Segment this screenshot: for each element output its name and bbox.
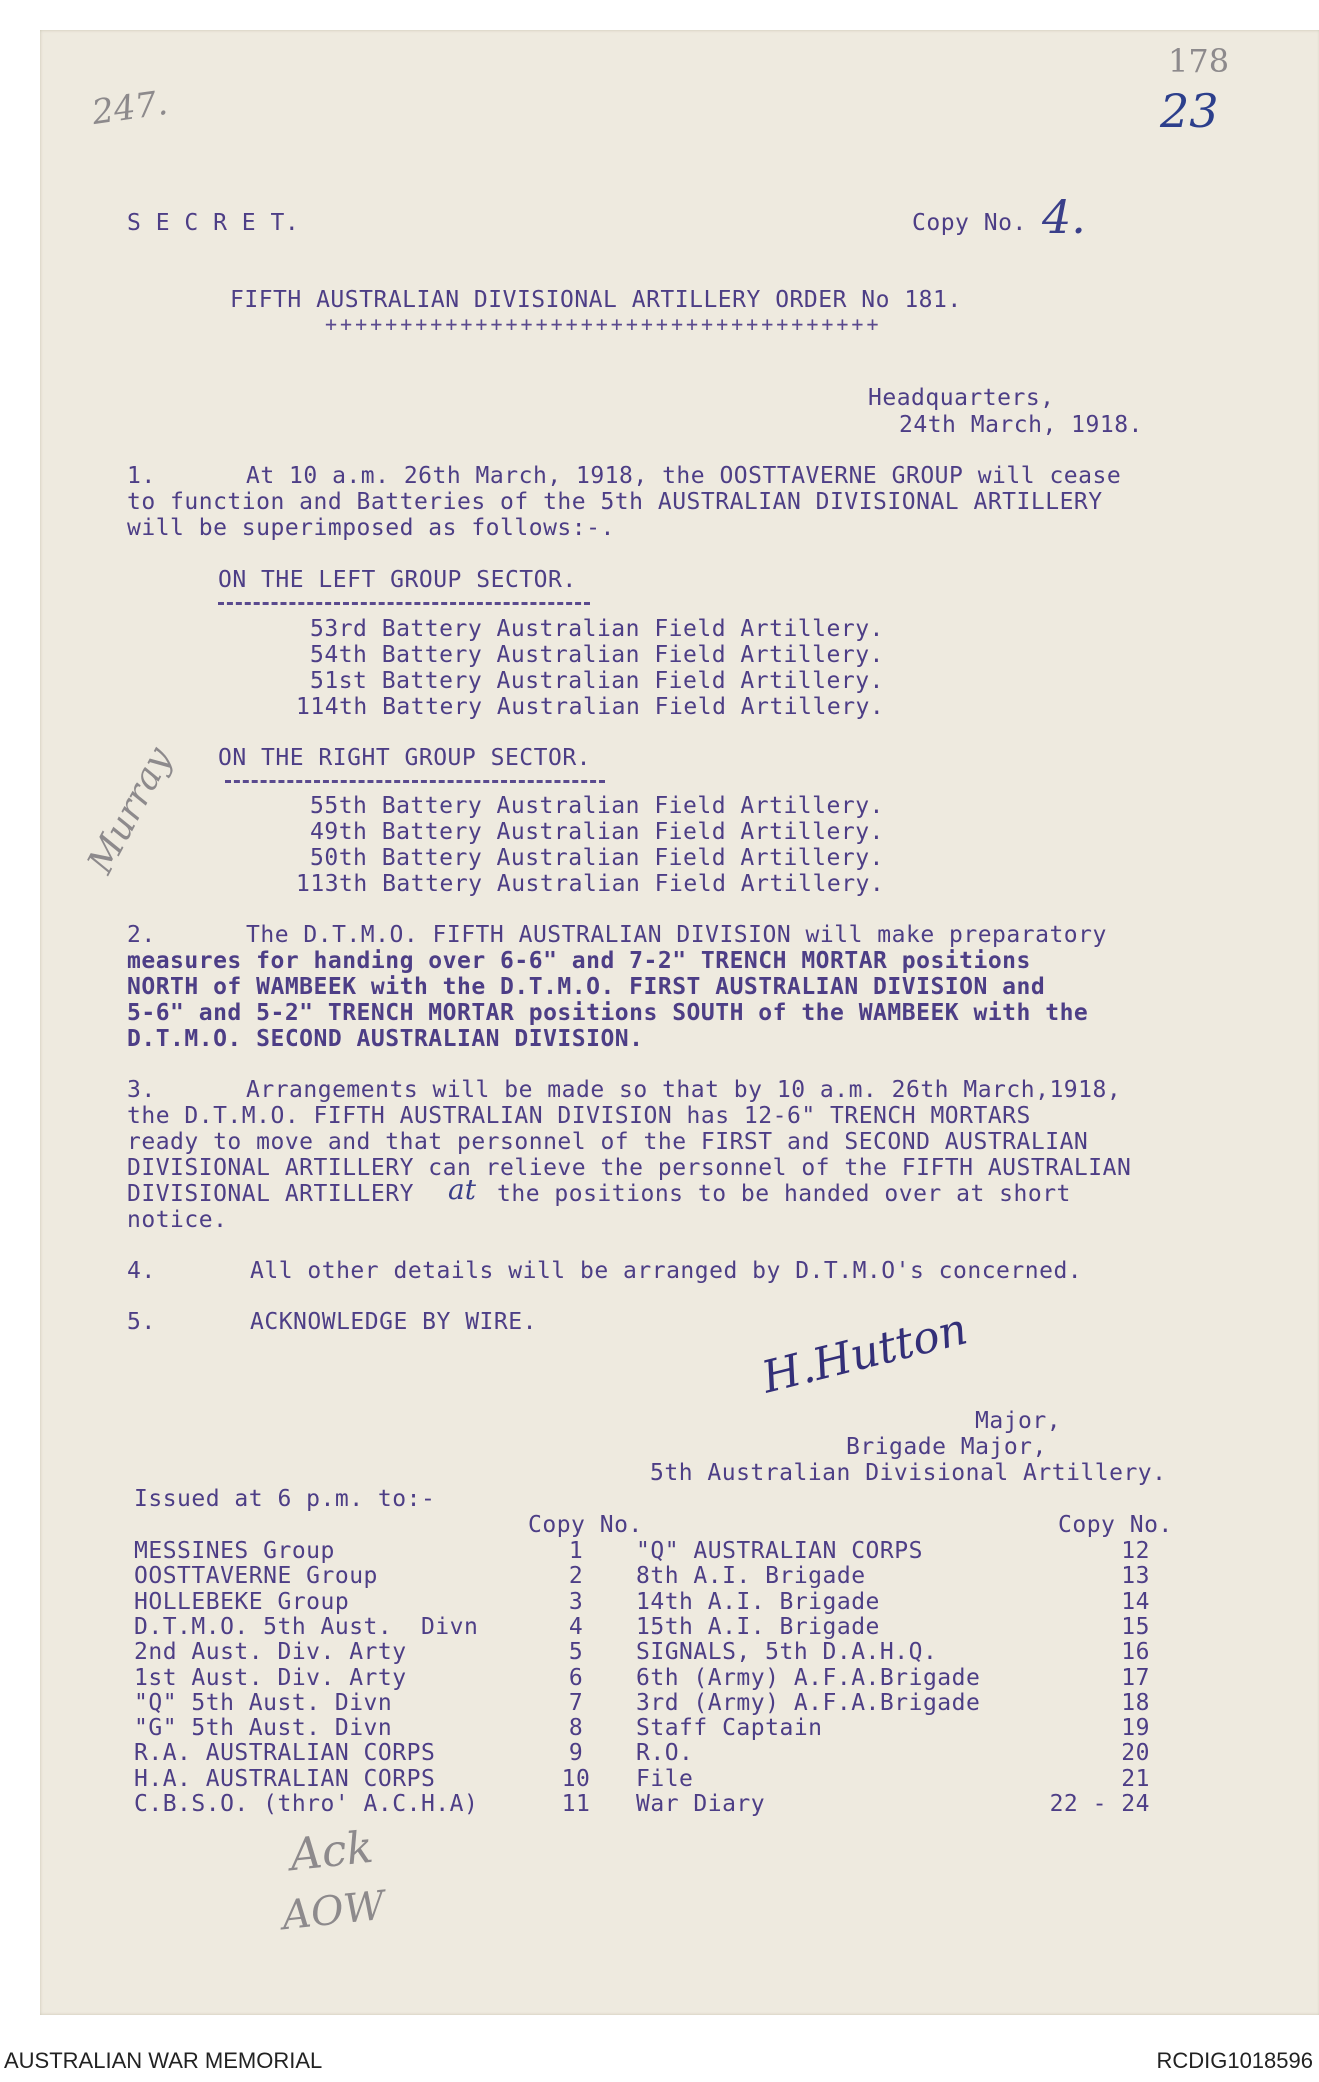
distribution-right-name: Staff Captain — [636, 1715, 823, 1741]
para-3-line-5b: the positions to be handed over at short — [497, 1181, 1071, 1207]
right-battery-1: 55th Battery Australian Field Artillery. — [310, 793, 884, 819]
signature-unit: 5th Australian Divisional Artillery. — [650, 1460, 1167, 1486]
right-battery-3: 50th Battery Australian Field Artillery. — [310, 845, 884, 871]
distribution-right-name: File — [636, 1766, 694, 1792]
para-2-line-4: 5-6" and 5-2" TRENCH MORTAR positions SOUTH of the WAMBEEK with the — [127, 1000, 1089, 1026]
distribution-left-copy: 9 — [568, 1740, 584, 1766]
distribution-right-copy: 13 — [1121, 1563, 1150, 1589]
distribution-right-name: 6th (Army) A.F.A.Brigade — [636, 1665, 981, 1691]
issued-line: Issued at 6 p.m. to:- — [134, 1486, 436, 1512]
para-1-line-2: to function and Batteries of the 5th AUSTRALIAN DIVISIONAL ARTILLERY — [127, 489, 1103, 515]
left-battery-3: 51st Battery Australian Field Artillery. — [310, 668, 884, 694]
distribution-left-name: MESSINES Group — [134, 1538, 335, 1564]
para-3-handwritten-insert: at — [448, 1173, 476, 1206]
distribution-left-name: 1st Aust. Div. Arty — [134, 1665, 407, 1691]
para-3-line-3: ready to move and that personnel of the FIRST and SECOND AUSTRALIAN — [127, 1129, 1089, 1155]
left-heading-underline — [218, 602, 590, 605]
hq-line-1: Headquarters, — [868, 385, 1055, 411]
hq-date: 24th March, 1918. — [899, 412, 1143, 438]
distribution-right-name: 3rd (Army) A.F.A.Brigade — [636, 1690, 981, 1716]
right-battery-2: 49th Battery Australian Field Artillery. — [310, 819, 884, 845]
para-3-line-6: notice. — [127, 1207, 228, 1233]
para-4-text: All other details will be arranged by D.T.M.O's concerned. — [250, 1258, 1083, 1284]
para-2-line-5: D.T.M.O. SECOND AUSTRALIAN DIVISION. — [127, 1026, 644, 1052]
blue-crayon-number: 23 — [1160, 84, 1219, 138]
distribution-left-copy: 4 — [568, 1614, 584, 1640]
para-3-line-5a: DIVISIONAL ARTILLERY — [127, 1181, 414, 1207]
pencil-page-number: 247. — [89, 82, 171, 134]
left-battery-4: 114th Battery Australian Field Artillery. — [296, 694, 885, 720]
distribution-right-copy: 12 — [1121, 1538, 1150, 1564]
para-3-line-4: DIVISIONAL ARTILLERY can relieve the personnel of the FIFTH AUSTRALIAN — [127, 1155, 1132, 1181]
distribution-left-name: H.A. AUSTRALIAN CORPS — [134, 1766, 436, 1792]
secret-marking: S E C R E T. — [127, 210, 300, 236]
signature-rank: Major, — [975, 1408, 1062, 1434]
distribution-right-name: 15th A.I. Brigade — [636, 1614, 880, 1640]
distribution-left-copy: 7 — [568, 1690, 584, 1716]
para-1-line-3: will be superimposed as follows:-. — [127, 515, 615, 541]
footer-right: RCDIG1018596 — [1156, 2048, 1313, 2073]
para-2-line-1: The D.T.M.O. FIFTH AUSTRALIAN DIVISION will make preparatory — [246, 922, 1107, 948]
distribution-right-copy: 19 — [1121, 1715, 1150, 1741]
distribution-left-copy: 5 — [568, 1639, 584, 1665]
distribution-right-copy: 18 — [1121, 1690, 1150, 1716]
para-4-number: 4. — [127, 1258, 156, 1284]
copy-no-header-left: Copy No. — [528, 1512, 643, 1538]
distribution-left-copy: 10 — [561, 1766, 591, 1792]
pencil-ack: Ack — [287, 1821, 376, 1882]
distribution-right-copy: 14 — [1121, 1589, 1150, 1615]
para-3-line-1: Arrangements will be made so that by 10 a.m. 26th March,1918, — [246, 1077, 1122, 1103]
pencil-initials: AOW — [279, 1882, 387, 1940]
para-2-line-2: measures for handing over 6-6" and 7-2" TRENCH MORTAR positions — [127, 948, 1031, 974]
distribution-right-copy: 20 — [1121, 1740, 1150, 1766]
distribution-right-name: R.O. — [636, 1740, 694, 1766]
para-2-line-3: NORTH of WAMBEEK with the D.T.M.O. FIRST AUSTRALIAN DIVISION and — [127, 974, 1046, 1000]
copy-no-header-right: Copy No. — [1058, 1512, 1173, 1538]
para-3-number: 3. — [127, 1077, 156, 1103]
distribution-left-copy: 11 — [561, 1791, 591, 1817]
distribution-right-name: SIGNALS, 5th D.A.H.Q. — [636, 1639, 938, 1665]
distribution-left-copy: 2 — [568, 1563, 584, 1589]
distribution-left-name: "Q" 5th Aust. Divn — [134, 1690, 393, 1716]
para-5-number: 5. — [127, 1309, 156, 1335]
distribution-right-copy: 16 — [1121, 1639, 1150, 1665]
para-5-text: ACKNOWLEDGE BY WIRE. — [250, 1309, 537, 1335]
distribution-left-name: R.A. AUSTRALIAN CORPS — [134, 1740, 436, 1766]
title-underline: +++++++++++++++++++++++++++++++++++++ — [325, 312, 882, 336]
distribution-right-name: 14th A.I. Brigade — [636, 1589, 880, 1615]
distribution-left-copy: 8 — [568, 1715, 584, 1741]
right-group-heading: ON THE RIGHT GROUP SECTOR. — [218, 745, 592, 771]
distribution-left-name: C.B.S.O. (thro' A.C.H.A) — [134, 1791, 479, 1817]
signature-role: Brigade Major, — [846, 1434, 1047, 1460]
left-battery-1: 53rd Battery Australian Field Artillery. — [310, 616, 884, 642]
para-3-line-2: the D.T.M.O. FIFTH AUSTRALIAN DIVISION has 12-6" TRENCH MORTARS — [127, 1103, 1031, 1129]
distribution-right-name: "Q" AUSTRALIAN CORPS — [636, 1538, 923, 1564]
copy-label: Copy No. — [912, 210, 1027, 236]
signature-scrawl: H.Hutton — [756, 1303, 973, 1404]
distribution-right-copy: 21 — [1121, 1766, 1150, 1792]
distribution-right-copy: 15 — [1121, 1614, 1150, 1640]
distribution-left-copy: 1 — [568, 1538, 584, 1564]
distribution-left-copy: 3 — [568, 1589, 584, 1615]
distribution-left-name: 2nd Aust. Div. Arty — [134, 1639, 407, 1665]
distribution-left-name: HOLLEBEKE Group — [134, 1589, 350, 1615]
para-1-line-1: At 10 a.m. 26th March, 1918, the OOSTTAVERNE GROUP will cease — [246, 463, 1122, 489]
para-1-number: 1. — [127, 463, 156, 489]
left-battery-2: 54th Battery Australian Field Artillery. — [310, 642, 884, 668]
margin-pencil-scrawl: Murray — [80, 740, 181, 881]
right-heading-underline — [225, 780, 605, 783]
distribution-right-name: War Diary — [636, 1791, 766, 1817]
pencil-folio-number: 178 — [1168, 42, 1230, 80]
footer-left: AUSTRALIAN WAR MEMORIAL — [4, 2048, 323, 2073]
distribution-left-name: D.T.M.O. 5th Aust. Divn — [134, 1614, 479, 1640]
distribution-left-name: OOSTTAVERNE Group — [134, 1563, 378, 1589]
order-title: FIFTH AUSTRALIAN DIVISIONAL ARTILLERY ORDER No 181. — [230, 287, 962, 313]
right-battery-4: 113th Battery Australian Field Artillery. — [296, 871, 885, 897]
copy-number-handwritten: 4. — [1042, 190, 1086, 244]
left-group-heading: ON THE LEFT GROUP SECTOR. — [218, 567, 577, 593]
para-2-number: 2. — [127, 922, 156, 948]
distribution-right-copy: 22 - 24 — [1049, 1791, 1150, 1817]
distribution-right-name: 8th A.I. Brigade — [636, 1563, 866, 1589]
distribution-right-copy: 17 — [1121, 1665, 1150, 1691]
distribution-left-copy: 6 — [568, 1665, 584, 1691]
distribution-left-name: "G" 5th Aust. Divn — [134, 1715, 393, 1741]
